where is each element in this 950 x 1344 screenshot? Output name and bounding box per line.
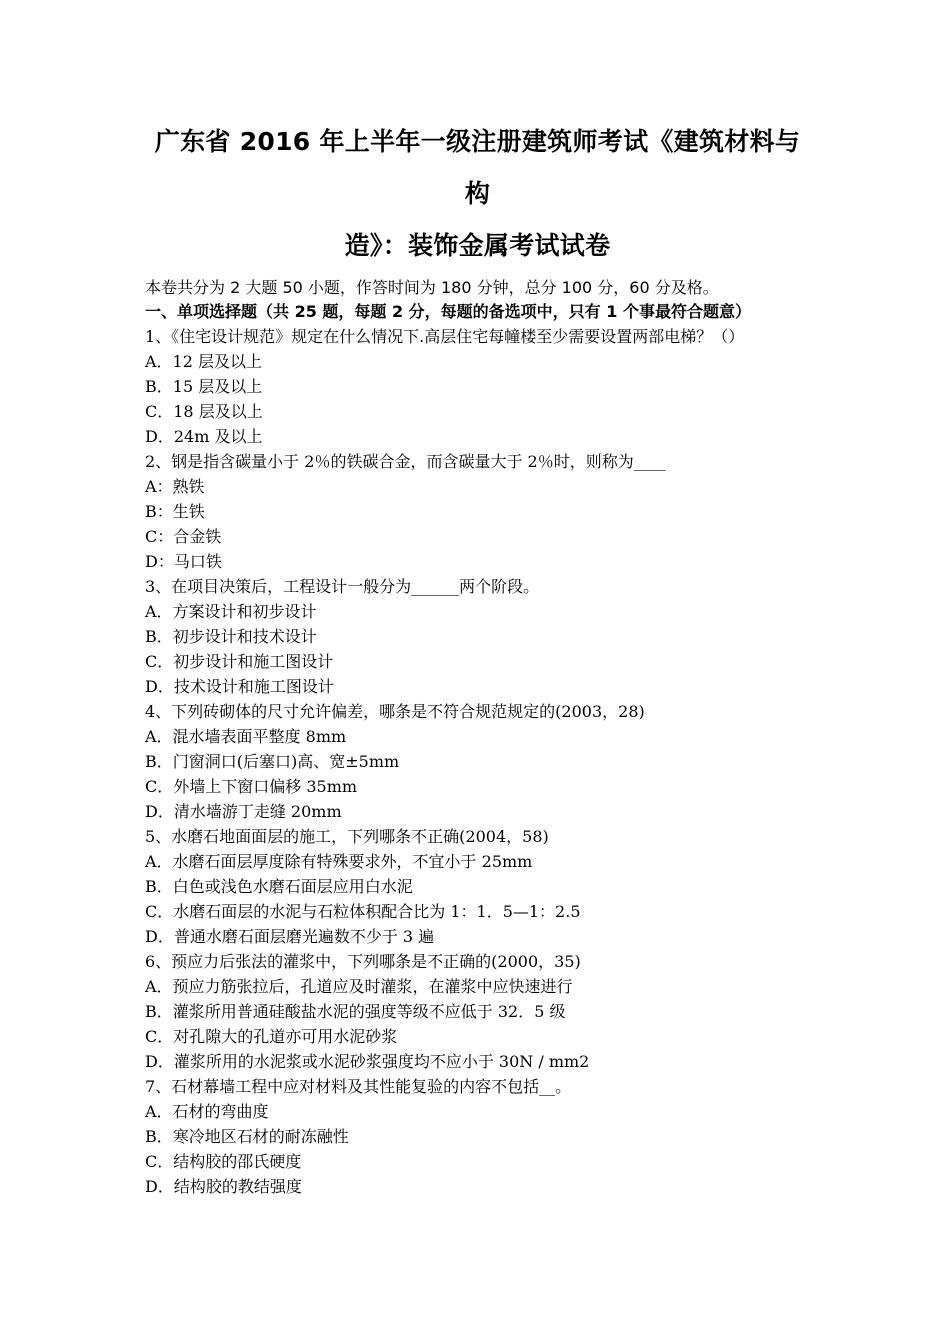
option-a: A．方案设计和初步设计 [145, 602, 317, 621]
option-d: D．灌浆所用的水泥浆或水泥砂浆强度均不应小于 30N / mm2 [145, 1052, 590, 1071]
option-d: D．24m 及以上 [145, 427, 263, 446]
question-3 [145, 574, 810, 699]
question-2 [145, 449, 810, 574]
option-c: C．水磨石面层的水泥与石粒体积配合比为 1：1．5—1：2.5 [145, 902, 581, 921]
question-stem: 3、在项目决策后，工程设计一般分为______两个阶段。 [145, 577, 540, 596]
question-stem: 7、石材幕墙工程中应对材料及其性能复验的内容不包括__。 [145, 1077, 572, 1096]
question-5 [145, 824, 810, 949]
question-4 [145, 699, 810, 824]
option-a: A．石材的弯曲度 [145, 1102, 269, 1121]
option-c: C．结构胶的邵氏硬度 [145, 1152, 302, 1171]
option-b: B．初步设计和技术设计 [145, 627, 317, 646]
option-c: C．外墙上下窗口偏移 35mm [145, 777, 358, 796]
title-line-1: 广东省 2016 年上半年一级注册建筑师考试《建筑材料与构 [154, 127, 801, 208]
option-c: C：合金铁 [145, 527, 222, 546]
exam-intro: 本卷共分为 2 大题 50 小题，作答时间为 180 分钟，总分 100 分，60 分及格。 [145, 278, 719, 297]
document-page [145, 116, 810, 1199]
option-d: D．结构胶的教结强度 [145, 1177, 302, 1196]
option-b: B．门窗洞口(后塞口)高、宽±5mm [145, 752, 400, 771]
option-a: A：熟铁 [145, 477, 205, 496]
question-stem: 1、《住宅设计规范》规定在什么情况下.高层住宅每幢楼至少需要设置两部电梯？（） [145, 327, 745, 346]
option-d: D：马口铁 [145, 552, 222, 571]
option-c: C．18 层及以上 [145, 402, 263, 421]
option-c: C．初步设计和施工图设计 [145, 652, 334, 671]
question-stem: 2、钢是指含碳量小于 2％的铁碳合金，而含碳量大于 2％时，则称为____ [145, 452, 666, 471]
question-7 [145, 1074, 810, 1199]
option-c: C．对孔隙大的孔道亦可用水泥砂浆 [145, 1027, 398, 1046]
question-stem: 5、水磨石地面面层的施工，下列哪条不正确(2004，58) [145, 827, 549, 846]
option-a: A．预应力筋张拉后，孔道应及时灌浆，在灌浆中应快速进行 [145, 977, 573, 996]
question-6 [145, 949, 810, 1074]
option-d: D．技术设计和施工图设计 [145, 677, 334, 696]
question-1 [145, 324, 810, 449]
option-a: A．水磨石面层厚度除有特殊要求外，不宜小于 25mm [145, 852, 533, 871]
option-d: D．清水墙游丁走缝 20mm [145, 802, 342, 821]
option-b: B．白色或浅色水磨石面层应用白水泥 [145, 877, 413, 896]
option-b: B．灌浆所用普通硅酸盐水泥的强度等级不应低于 32．5 级 [145, 1002, 566, 1021]
title-line-2: 造》：装饰金属考试试卷 [344, 231, 611, 260]
question-stem: 6、预应力后张法的灌浆中，下列哪条是不正确的(2000，35) [145, 952, 581, 971]
option-b: B：生铁 [145, 502, 205, 521]
document-title [145, 116, 810, 272]
question-stem: 4、下列砖砌体的尺寸允许偏差，哪条是不符合规范规定的(2003，28) [145, 702, 645, 721]
option-d: D．普通水磨石面层磨光遍数不少于 3 遍 [145, 927, 435, 946]
option-a: A．混水墙表面平整度 8mm [145, 727, 347, 746]
option-a: A．12 层及以上 [145, 352, 263, 371]
section-heading: 一、单项选择题（共 25 题，每题 2 分，每题的备选项中，只有 1 个事最符合题意） [145, 302, 751, 321]
option-b: B．寒冷地区石材的耐冻融性 [145, 1127, 349, 1146]
option-b: B．15 层及以上 [145, 377, 263, 396]
